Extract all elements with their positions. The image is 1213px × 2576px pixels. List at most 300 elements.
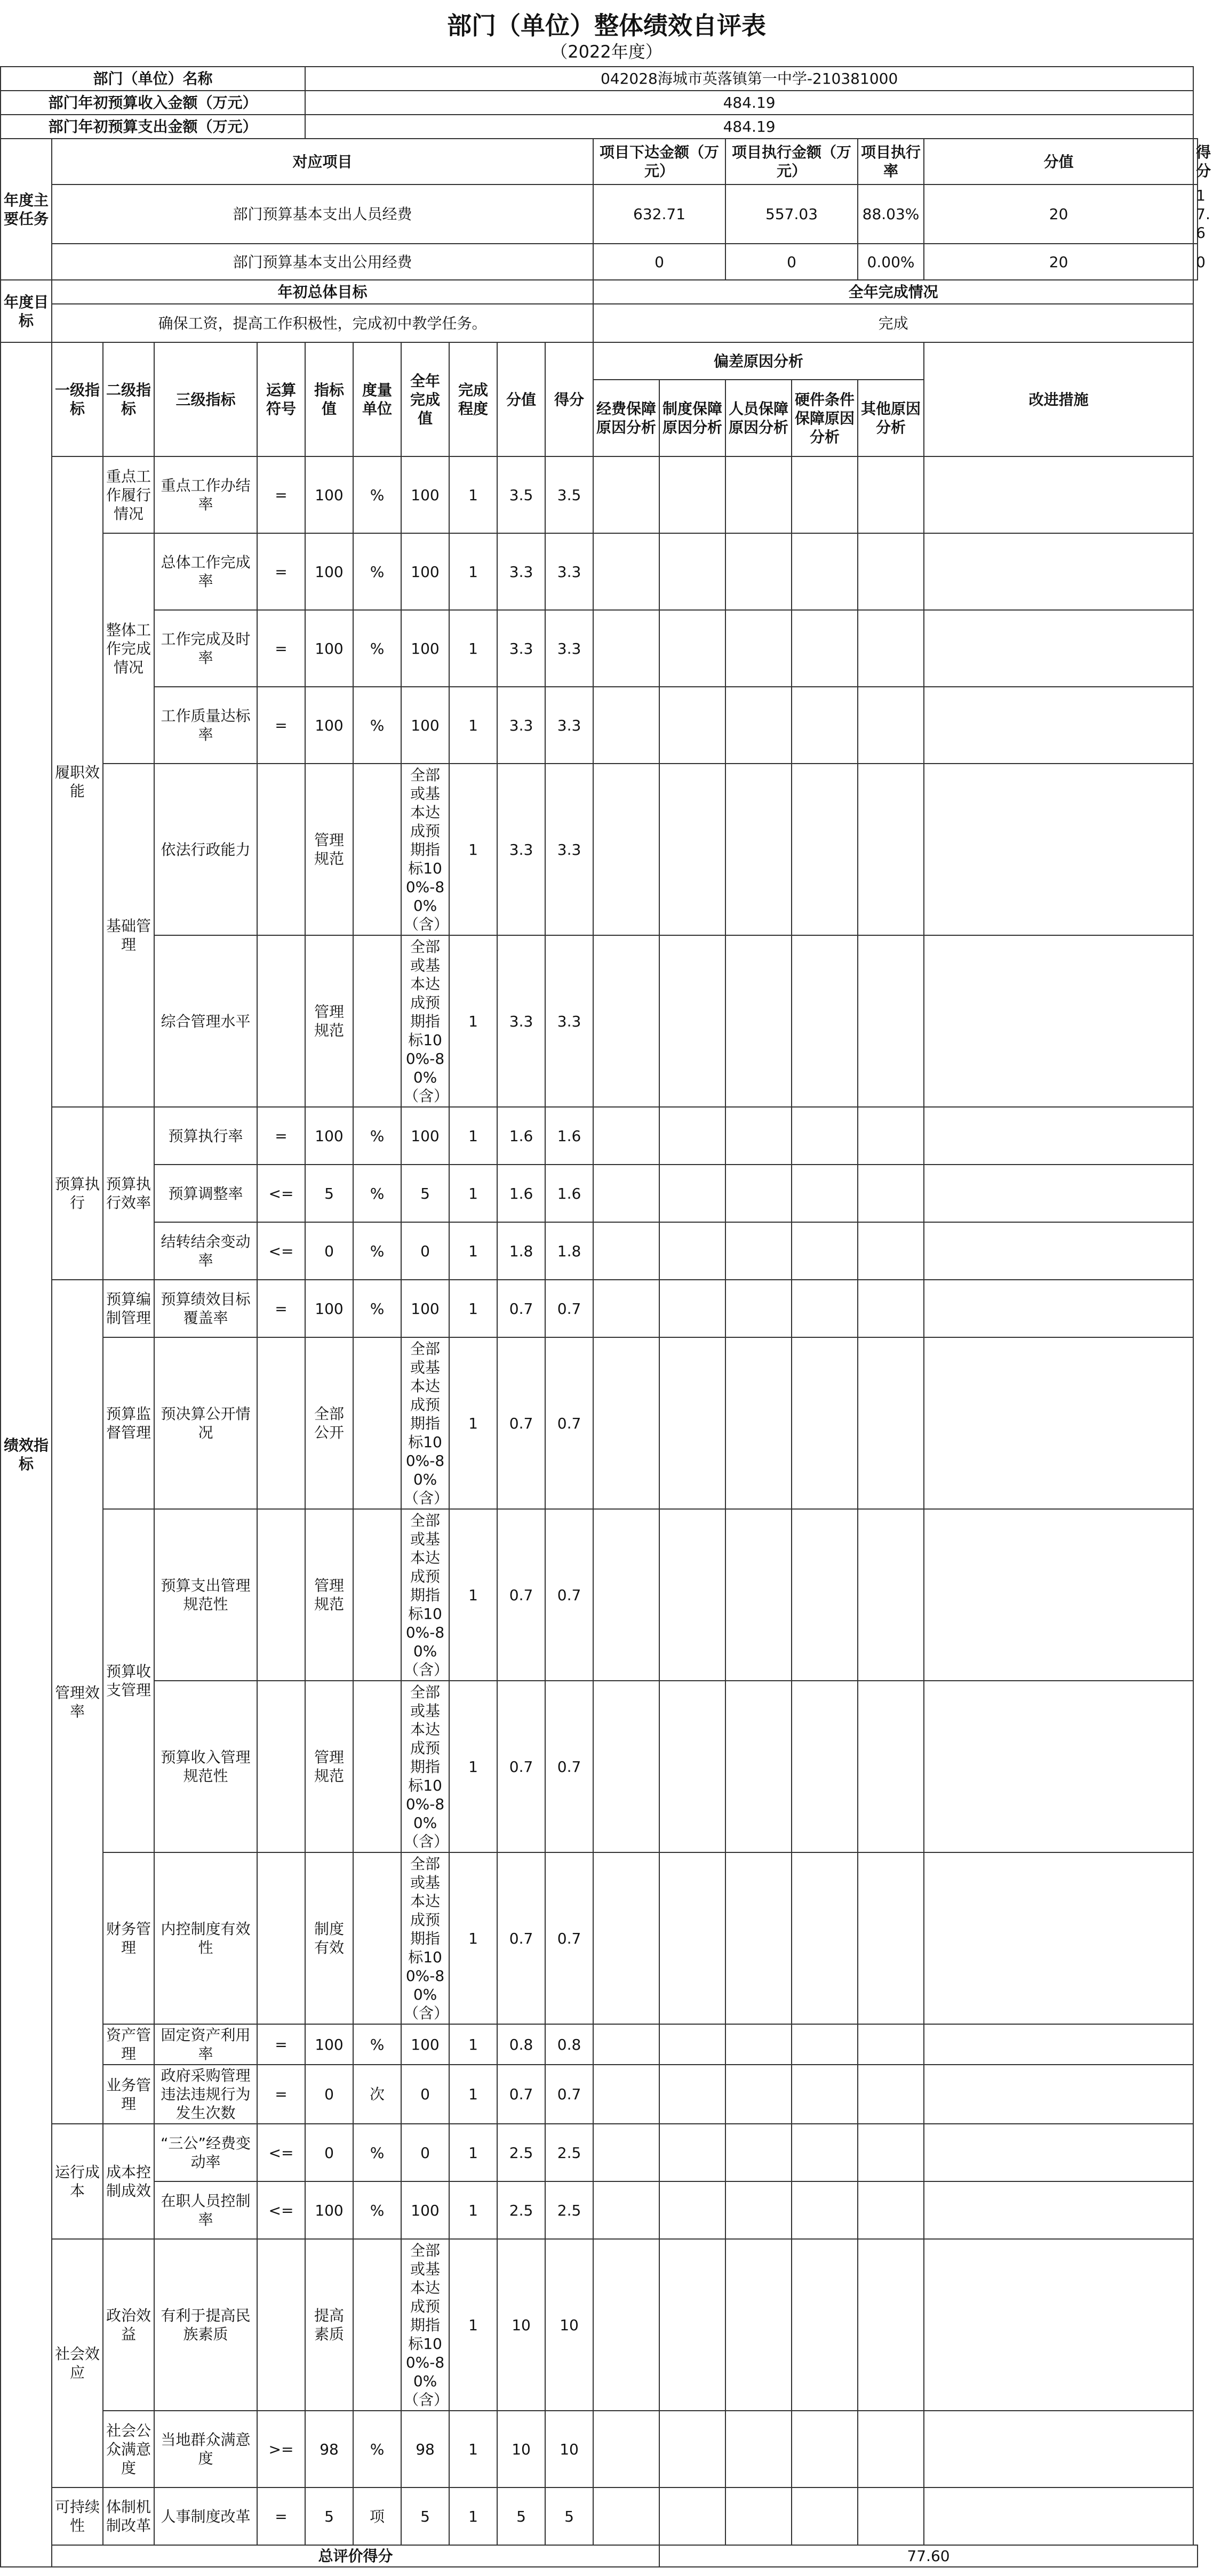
dev-cell xyxy=(725,687,792,764)
degree-cell: 1 xyxy=(449,2239,497,2411)
operator-cell: = xyxy=(257,1107,305,1165)
degree-cell: 1 xyxy=(449,764,497,935)
dev-cell xyxy=(725,2124,792,2181)
task-rate: 0.00% xyxy=(858,244,924,280)
level2-cell: 预算收支管理 xyxy=(103,1509,154,1852)
score-cell: 0.7 xyxy=(497,1337,545,1509)
indicator-row xyxy=(1,2487,1198,2545)
budget-expense-label: 部门年初预算支出金额（万元） xyxy=(1,115,305,139)
score-cell: 3.3 xyxy=(497,764,545,935)
header-deviation: 偏差原因分析 xyxy=(593,342,924,380)
unit-cell: % xyxy=(353,2024,401,2065)
dev-cell xyxy=(858,1852,924,2024)
initial-goal-value: 确保工资，提高工作积极性，完成初中教学任务。 xyxy=(52,304,593,342)
dev-cell xyxy=(725,610,792,687)
budget-expense-value: 484.19 xyxy=(305,115,1193,139)
unit-cell xyxy=(353,764,401,935)
level3-cell: 预算收入管理规范性 xyxy=(154,1681,257,1852)
level2-cell: 业务管理 xyxy=(103,2065,154,2124)
operator-cell xyxy=(257,1681,305,1852)
level2-cell: 社会公众满意度 xyxy=(103,2411,154,2487)
target-cell: 0 xyxy=(305,1222,353,1280)
dev-cell xyxy=(593,533,659,610)
task-executed: 0 xyxy=(725,244,858,280)
indicator-row xyxy=(1,764,1198,935)
dev-cell xyxy=(593,1165,659,1222)
got-cell: 3.3 xyxy=(545,610,593,687)
actual-cell: 100 xyxy=(401,1107,449,1165)
indicator-row xyxy=(1,1509,1198,1681)
budget-income-label: 部门年初预算收入金额（万元） xyxy=(1,91,305,115)
dev-cell xyxy=(725,1107,792,1165)
operator-cell: <= xyxy=(257,2124,305,2181)
level3-cell: 内控制度有效性 xyxy=(154,1852,257,2024)
level2-cell: 成本控制成效 xyxy=(103,2124,154,2239)
dev-cell xyxy=(659,1165,725,1222)
dev-cell xyxy=(858,2124,924,2181)
score-cell: 1.6 xyxy=(497,1165,545,1222)
dev-cell xyxy=(792,2181,858,2239)
indicator-row xyxy=(1,687,1198,764)
evaluation-table xyxy=(0,66,1211,2567)
unit-cell: 项 xyxy=(353,2487,401,2545)
got-cell: 1.8 xyxy=(545,1222,593,1280)
dev-cell xyxy=(792,2239,858,2411)
dev-cell xyxy=(792,1222,858,1280)
dev-cell xyxy=(593,2124,659,2181)
target-cell: 5 xyxy=(305,2487,353,2545)
dev-cell xyxy=(858,2065,924,2124)
degree-cell: 1 xyxy=(449,2065,497,2124)
level1-cell: 社会效应 xyxy=(52,2239,103,2487)
actual-cell: 100 xyxy=(401,687,449,764)
level3-cell: 结转结余变动率 xyxy=(154,1222,257,1280)
degree-cell: 1 xyxy=(449,1852,497,2024)
target-cell: 100 xyxy=(305,687,353,764)
score-cell: 10 xyxy=(497,2239,545,2411)
score-cell: 1.8 xyxy=(497,1222,545,1280)
dev-cell xyxy=(593,1337,659,1509)
dev-cell xyxy=(858,1509,924,1681)
indicator-row xyxy=(1,2239,1198,2411)
actual-cell: 全部或基本达成预期指标100%-80%（含） xyxy=(401,1337,449,1509)
dev-cell xyxy=(593,2411,659,2487)
dev-cell xyxy=(659,2181,725,2239)
improve-cell xyxy=(924,2065,1193,2124)
task-allocated: 632.71 xyxy=(593,184,725,244)
improve-cell xyxy=(924,2487,1193,2545)
target-cell: 全部公开 xyxy=(305,1337,353,1509)
header-score: 分值 xyxy=(497,342,545,456)
header-dev-staff: 人员保障原因分析 xyxy=(725,380,792,456)
level3-cell: 综合管理水平 xyxy=(154,935,257,1107)
dev-cell xyxy=(792,1280,858,1337)
unit-cell: 次 xyxy=(353,2065,401,2124)
level1-cell: 运行成本 xyxy=(52,2124,103,2239)
dev-cell xyxy=(725,2487,792,2545)
level3-cell: 预算执行率 xyxy=(154,1107,257,1165)
score-cell: 2.5 xyxy=(497,2124,545,2181)
degree-cell: 1 xyxy=(449,2181,497,2239)
dev-cell xyxy=(725,2411,792,2487)
indicator-row xyxy=(1,1165,1198,1222)
improve-cell xyxy=(924,2024,1193,2065)
got-cell: 5 xyxy=(545,2487,593,2545)
degree-cell: 1 xyxy=(449,1222,497,1280)
target-cell: 98 xyxy=(305,2411,353,2487)
operator-cell: <= xyxy=(257,2181,305,2239)
dev-cell xyxy=(725,1509,792,1681)
dev-cell xyxy=(858,1681,924,1852)
dev-cell xyxy=(593,1681,659,1852)
operator-cell: = xyxy=(257,610,305,687)
score-cell: 0.7 xyxy=(497,1280,545,1337)
improve-cell xyxy=(924,2124,1193,2181)
indicator-row xyxy=(1,2411,1198,2487)
indicator-row xyxy=(1,610,1198,687)
level3-cell: 工作质量达标率 xyxy=(154,687,257,764)
level3-cell: 总体工作完成率 xyxy=(154,533,257,610)
dev-cell xyxy=(858,1222,924,1280)
level3-cell: 有利于提高民族素质 xyxy=(154,2239,257,2411)
header-level1: 一级指标 xyxy=(52,342,103,456)
initial-goal-header: 年初总体目标 xyxy=(52,280,593,304)
dev-cell xyxy=(659,1107,725,1165)
dev-cell xyxy=(659,533,725,610)
degree-cell: 1 xyxy=(449,935,497,1107)
dev-cell xyxy=(593,2065,659,2124)
total-score-label: 总评价得分 xyxy=(52,2545,659,2567)
task-got: 0 xyxy=(1193,244,1198,280)
unit-cell: % xyxy=(353,610,401,687)
dev-cell xyxy=(792,1852,858,2024)
level3-cell: 预算绩效目标覆盖率 xyxy=(154,1280,257,1337)
dev-cell xyxy=(659,456,725,533)
score-cell: 0.8 xyxy=(497,2024,545,2065)
level2-cell: 整体工作完成情况 xyxy=(103,533,154,764)
score-cell: 0.7 xyxy=(497,1509,545,1681)
indicator-row xyxy=(1,456,1198,533)
unit-cell: % xyxy=(353,1222,401,1280)
unit-cell: % xyxy=(353,456,401,533)
dev-cell xyxy=(858,2181,924,2239)
level3-cell: 人事制度改革 xyxy=(154,2487,257,2545)
dev-cell xyxy=(593,935,659,1107)
dev-cell xyxy=(659,2065,725,2124)
dev-cell xyxy=(593,764,659,935)
dev-cell xyxy=(593,1280,659,1337)
level1-cell: 履职效能 xyxy=(52,456,103,1107)
dev-cell xyxy=(659,2411,725,2487)
unit-cell: % xyxy=(353,1165,401,1222)
task-row xyxy=(1,244,1198,280)
dev-cell xyxy=(659,687,725,764)
score-cell: 3.3 xyxy=(497,935,545,1107)
degree-cell: 1 xyxy=(449,2024,497,2065)
operator-cell: = xyxy=(257,2024,305,2065)
score-cell: 0.7 xyxy=(497,2065,545,2124)
score-cell: 3.3 xyxy=(497,610,545,687)
got-cell: 10 xyxy=(545,2411,593,2487)
got-cell: 3.3 xyxy=(545,687,593,764)
header-improve: 改进措施 xyxy=(924,342,1193,456)
level2-cell: 预算执行效率 xyxy=(103,1107,154,1280)
dev-cell xyxy=(659,1852,725,2024)
dev-cell xyxy=(593,610,659,687)
actual-cell: 100 xyxy=(401,533,449,610)
improve-cell xyxy=(924,1509,1193,1681)
level3-cell: 固定资产利用率 xyxy=(154,2024,257,2065)
got-cell: 1.6 xyxy=(545,1107,593,1165)
unit-cell xyxy=(353,935,401,1107)
unit-cell xyxy=(353,1681,401,1852)
dev-cell xyxy=(792,533,858,610)
got-cell: 3.3 xyxy=(545,533,593,610)
header-dev-system: 制度保障原因分析 xyxy=(659,380,725,456)
dev-cell xyxy=(659,610,725,687)
operator-cell xyxy=(257,935,305,1107)
level3-cell: 工作完成及时率 xyxy=(154,610,257,687)
dev-cell xyxy=(659,1681,725,1852)
dev-cell xyxy=(792,1107,858,1165)
target-cell: 100 xyxy=(305,610,353,687)
dept-name-value: 042028海城市英落镇第一中学-210381000 xyxy=(305,67,1193,91)
tasks-header-project: 对应项目 xyxy=(52,139,593,184)
dev-cell xyxy=(792,2411,858,2487)
dev-cell xyxy=(858,2239,924,2411)
dev-cell xyxy=(858,533,924,610)
score-cell: 3.5 xyxy=(497,456,545,533)
degree-cell: 1 xyxy=(449,1509,497,1681)
indicator-row xyxy=(1,2124,1198,2181)
target-cell: 5 xyxy=(305,1165,353,1222)
annual-tasks-label: 年度主要任务 xyxy=(1,139,52,280)
unit-cell: % xyxy=(353,2181,401,2239)
improve-cell xyxy=(924,1222,1193,1280)
level3-cell: 在职人员控制率 xyxy=(154,2181,257,2239)
dev-cell xyxy=(659,1280,725,1337)
indicator-row xyxy=(1,1107,1198,1165)
target-cell: 100 xyxy=(305,2024,353,2065)
dev-cell xyxy=(792,2124,858,2181)
unit-cell xyxy=(353,2239,401,2411)
dev-cell xyxy=(792,2487,858,2545)
operator-cell xyxy=(257,2239,305,2411)
level3-cell: 依法行政能力 xyxy=(154,764,257,935)
dev-cell xyxy=(725,1280,792,1337)
task-executed: 557.03 xyxy=(725,184,858,244)
operator-cell: <= xyxy=(257,1222,305,1280)
dev-cell xyxy=(593,1222,659,1280)
improve-cell xyxy=(924,1681,1193,1852)
indicator-row xyxy=(1,1280,1198,1337)
tasks-header-rate: 项目执行率 xyxy=(858,139,924,184)
dev-cell xyxy=(725,2239,792,2411)
dev-cell xyxy=(792,1165,858,1222)
level1-cell: 预算执行 xyxy=(52,1107,103,1280)
got-cell: 2.5 xyxy=(545,2181,593,2239)
task-project: 部门预算基本支出人员经费 xyxy=(52,184,593,244)
actual-cell: 全部或基本达成预期指标100%-80%（含） xyxy=(401,764,449,935)
score-cell: 10 xyxy=(497,2411,545,2487)
task-score: 20 xyxy=(924,184,1193,244)
actual-cell: 100 xyxy=(401,2024,449,2065)
score-cell: 5 xyxy=(497,2487,545,2545)
got-cell: 0.7 xyxy=(545,1509,593,1681)
tasks-header-executed: 项目执行金额（万元） xyxy=(725,139,858,184)
target-cell: 0 xyxy=(305,2065,353,2124)
completion-header: 全年完成情况 xyxy=(593,280,1193,304)
improve-cell xyxy=(924,687,1193,764)
level2-cell: 体制机制改革 xyxy=(103,2487,154,2545)
target-cell: 100 xyxy=(305,1107,353,1165)
degree-cell: 1 xyxy=(449,687,497,764)
dev-cell xyxy=(725,2024,792,2065)
tasks-header-score: 分值 xyxy=(924,139,1193,184)
header-dev-other: 其他原因分析 xyxy=(858,380,924,456)
dev-cell xyxy=(593,456,659,533)
target-cell: 0 xyxy=(305,2124,353,2181)
got-cell: 0.7 xyxy=(545,1681,593,1852)
target-cell: 提高素质 xyxy=(305,2239,353,2411)
dev-cell xyxy=(792,2065,858,2124)
improve-cell xyxy=(924,764,1193,935)
improve-cell xyxy=(924,610,1193,687)
degree-cell: 1 xyxy=(449,1107,497,1165)
got-cell: 0.7 xyxy=(545,1852,593,2024)
operator-cell: <= xyxy=(257,1165,305,1222)
dev-cell xyxy=(858,456,924,533)
actual-cell: 全部或基本达成预期指标100%-80%（含） xyxy=(401,1509,449,1681)
unit-cell: % xyxy=(353,687,401,764)
indicator-row xyxy=(1,1681,1198,1852)
level2-cell: 财务管理 xyxy=(103,1852,154,2024)
dev-cell xyxy=(725,1852,792,2024)
actual-cell: 5 xyxy=(401,1165,449,1222)
dev-cell xyxy=(792,687,858,764)
operator-cell: = xyxy=(257,533,305,610)
got-cell: 3.3 xyxy=(545,764,593,935)
score-cell: 0.7 xyxy=(497,1681,545,1852)
target-cell: 100 xyxy=(305,533,353,610)
dev-cell xyxy=(792,935,858,1107)
unit-cell: % xyxy=(353,2411,401,2487)
level3-cell: 重点工作办结率 xyxy=(154,456,257,533)
level2-cell: 资产管理 xyxy=(103,2024,154,2065)
level3-cell: 当地群众满意度 xyxy=(154,2411,257,2487)
level1-cell: 管理效率 xyxy=(52,1280,103,2124)
actual-cell: 100 xyxy=(401,2181,449,2239)
dev-cell xyxy=(593,687,659,764)
dev-cell xyxy=(593,1852,659,2024)
actual-cell: 100 xyxy=(401,1280,449,1337)
indicator-row xyxy=(1,1852,1198,2024)
indicator-row xyxy=(1,533,1198,610)
header-actual: 全年完成值 xyxy=(401,342,449,456)
actual-cell: 0 xyxy=(401,1222,449,1280)
annual-goals-label: 年度目标 xyxy=(1,280,52,342)
got-cell: 0.7 xyxy=(545,1337,593,1509)
dev-cell xyxy=(659,2024,725,2065)
page-subtitle-year: （2022年度） xyxy=(550,42,663,62)
got-cell: 0.8 xyxy=(545,2024,593,2065)
header-unit: 度量单位 xyxy=(353,342,401,456)
actual-cell: 100 xyxy=(401,610,449,687)
dev-cell xyxy=(792,764,858,935)
operator-cell: = xyxy=(257,1280,305,1337)
unit-cell xyxy=(353,1337,401,1509)
improve-cell xyxy=(924,533,1193,610)
task-got: 17.6 xyxy=(1193,184,1198,244)
dev-cell xyxy=(593,2024,659,2065)
dev-cell xyxy=(725,1165,792,1222)
dev-cell xyxy=(858,1107,924,1165)
dev-cell xyxy=(593,1107,659,1165)
completion-value: 完成 xyxy=(593,304,1193,342)
improve-cell xyxy=(924,456,1193,533)
target-cell: 100 xyxy=(305,456,353,533)
budget-income-value: 484.19 xyxy=(305,91,1193,115)
header-target: 指标值 xyxy=(305,342,353,456)
dev-cell xyxy=(858,687,924,764)
level2-cell: 预算监督管理 xyxy=(103,1337,154,1509)
target-cell: 管理规范 xyxy=(305,764,353,935)
dev-cell xyxy=(593,2487,659,2545)
dev-cell xyxy=(593,2239,659,2411)
dev-cell xyxy=(792,456,858,533)
page-title: 部门（单位）整体绩效自评表 xyxy=(447,11,766,40)
dev-cell xyxy=(792,610,858,687)
indicator-row xyxy=(1,2181,1198,2239)
operator-cell: = xyxy=(257,2065,305,2124)
actual-cell: 全部或基本达成预期指标100%-80%（含） xyxy=(401,935,449,1107)
target-cell: 管理规范 xyxy=(305,1681,353,1852)
dev-cell xyxy=(725,764,792,935)
dev-cell xyxy=(725,935,792,1107)
dev-cell xyxy=(659,935,725,1107)
score-cell: 2.5 xyxy=(497,2181,545,2239)
task-row xyxy=(1,184,1198,244)
degree-cell: 1 xyxy=(449,2487,497,2545)
dev-cell xyxy=(792,1509,858,1681)
degree-cell: 1 xyxy=(449,456,497,533)
dev-cell xyxy=(725,533,792,610)
dev-cell xyxy=(858,2024,924,2065)
operator-cell xyxy=(257,764,305,935)
dev-cell xyxy=(659,2487,725,2545)
level1-cell: 可持续性 xyxy=(52,2487,103,2545)
operator-cell xyxy=(257,1852,305,2024)
operator-cell: = xyxy=(257,2487,305,2545)
header-dev-hardware: 硬件条件保障原因分析 xyxy=(792,380,858,456)
header-dev-funding: 经费保障原因分析 xyxy=(593,380,659,456)
degree-cell: 1 xyxy=(449,610,497,687)
operator-cell: = xyxy=(257,687,305,764)
indicator-row xyxy=(1,1222,1198,1280)
task-score: 20 xyxy=(924,244,1193,280)
dev-cell xyxy=(659,2124,725,2181)
dev-cell xyxy=(659,2239,725,2411)
dev-cell xyxy=(858,2487,924,2545)
actual-cell: 98 xyxy=(401,2411,449,2487)
got-cell: 3.3 xyxy=(545,935,593,1107)
dev-cell xyxy=(858,1165,924,1222)
dev-cell xyxy=(725,1337,792,1509)
actual-cell: 全部或基本达成预期指标100%-80%（含） xyxy=(401,1681,449,1852)
target-cell: 100 xyxy=(305,1280,353,1337)
degree-cell: 1 xyxy=(449,2124,497,2181)
operator-cell: = xyxy=(257,456,305,533)
